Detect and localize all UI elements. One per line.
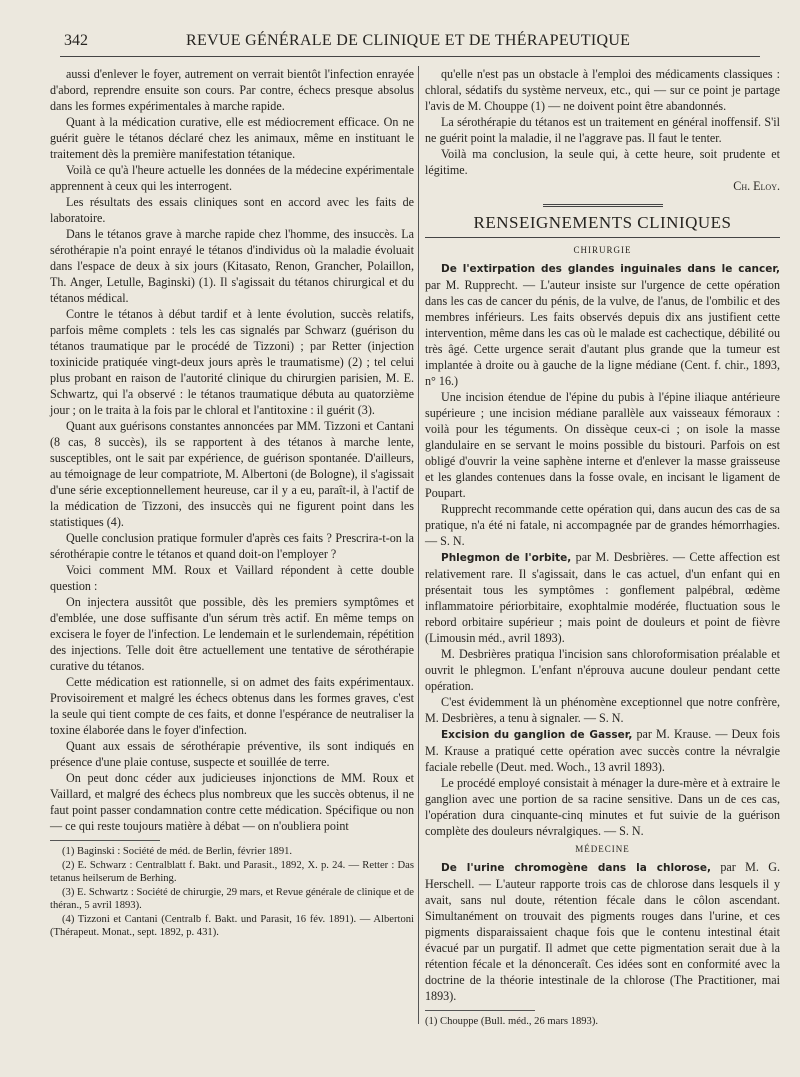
footnote-rule [425,1010,535,1011]
paragraph: Quant aux essais de sérothérapie préventive, ils sont indiqués en présence d'une plaie contuse, suspecte et souillée de terre. [50,739,414,769]
article-text: Le procédé employé consistait à ménager la dure-mère et à extraire le ganglion avec une portion de sa racine sensitive. Dans un de ces cas, l'opération dura cinquante-cinq minutes et fut suivie de la guérison complète des douleurs névralgiques. — S. N. [425,776,780,838]
paragraph: Les résultats des essais cliniques sont en accord avec les faits de laboratoire. [50,195,414,225]
left-body-text [50,66,414,834]
paragraph: Quant aux guérisons constantes annoncées par MM. Tizzoni et Cantani (8 cas, 8 succès), ils se rapportent à des tétanos à marche lente, susceptibles, ont le sait par expérience, de guérison spontanée. D'ailleurs, au témoignage de leur compatriote, M. Albertoni (de Bologne), il s'agissait d'une série exceptionnellement heureuse, car il y a eu, paraît-il, à l'actif de la médication de Tizzoni, des insuccès qui ne figurent point dans les statistiques (4). [50,419,414,529]
article-text: par M. Rupprecht. — L'auteur insiste sur l'urgence de cette opération dans les cas de cancer du pénis, de la vulve, de l'anus, de l'ombilic et des membres inférieurs. Les faits observés depuis dix ans justifient cette intervention, même dans les cas où le malade est cachectique, débilité ou très âgé. Cette urgence serait d'autant plus grande que la tumeur est implantée à droite ou à gauche de la ligne médiane (Cent. f. chir., 1893, n° 16.) [425,278,780,388]
article-paragraph [425,549,780,646]
paragraph: On peut donc céder aux judicieuses injonctions de MM. Roux et Vaillard, et malgré des échecs plus nombreux que les succès obtenus, il ne faut point passer condamnation contre cette médication. Spécifique ou non — ce qui reste toujours matière à débat — on n'oubliera point [50,771,414,833]
paragraph: On injectera aussitôt que possible, dès les premiers symptômes et d'emblée, une dose suffisante d'un sérum très actif. En même temps on excisera le foyer de l'infection. Le lendemain et le surlendemain, répétition des injections. Telle doit être actuellement une tentative de sérothérapie curative du tétanos. [50,595,414,673]
article-text: Rupprecht recommande cette opération qui, dans aucun des cas de sa pratique, n'a été ni fatale, ni accompagnée par de grandes hémorrhagies. — S. N. [425,502,780,548]
article-paragraph [425,694,780,726]
footnote: (1) Baginski : Société de méd. de Berlin, février 1891. [62,846,293,857]
paragraph: Voici comment MM. Roux et Vaillard répondent à cette double question : [50,563,414,593]
section-rule [425,237,780,238]
left-column [50,66,414,940]
article-paragraph [425,389,780,501]
right-column [425,66,780,1029]
paragraph: Quelle conclusion pratique formuler d'après ces faits ? Prescrira-t-on la sérothérapie contre le tétanos et quand doit-on l'employer ? [50,531,414,561]
footnote-rule [50,840,160,841]
article-paragraph [425,859,780,1004]
article-text: par M. Krause. — Deux fois M. Krause a pratiqué cette opération avec succès contre la névralgie faciale rebelle (Deut. med. Woch., 13 avril 1893). [425,727,780,774]
article-text: Une incision étendue de l'épine du pubis à l'épine iliaque antérieure supérieure ; une incision médiane parallèle aux vaisseaux fémoraux : voilà pour les téguments. On dissèque ceux-ci ; on isole la masse glandulaire en se servant le moins possible du bistouri. Parfois on est obligé d'ouvrir la veine saphène interne et d'enlever la masse graisseuse et les glandes contenues dans la fosse ovale, en incisant le ligament de Poupart. [425,390,780,500]
article-text: M. Desbrières pratiqua l'incision sans chloroformisation préalable et ouvrit le phlegmon. L'enfant n'éprouva aucune douleur pendant cette opération. [425,647,780,693]
right-body-text [425,66,780,178]
subsection-chirurgie: CHIRURGIE [573,245,632,255]
footnote: (2) E. Schwarz : Centralblatt f. Bakt. und Parasit., 1892, X. p. 24. — Retter : Das tetanus heilserum de Berhing. [50,859,414,884]
subsection-medecine: MÉDECINE [575,844,630,854]
footnote: (4) Tizzoni et Cantani (Centralb f. Bakt. und Parasit, 16 fév. 1891). — Albertoni (Thérapeut. Monat., sept. 1892, p. 431). [50,913,414,938]
paragraph: qu'elle n'est pas un obstacle à l'emploi des médicaments classiques : chloral, sédatifs du système nerveux, etc., qui — sur ce point je partage l'avis de M. Chouppe (1) — ne doivent point être abandonnés. [425,67,780,113]
paragraph: Dans le tétanos grave à marche rapide chez l'homme, des insuccès. La sérothérapie n'a point enrayé le tétanos d'individus où la maladie évoluait dans l'espace de deux à six jours (Kitasato, Renon, Grancher, Polaillon, Th. Anger, Letulle, Baginski) (1). Il s'agissait du tétanos chirurgical et du tétanos médical. [50,227,414,305]
section-double-rule [543,204,663,207]
right-footnote: (1) Chouppe (Bull. méd., 26 mars 1893). [425,1016,599,1027]
article-paragraph [425,775,780,839]
chirurgie-articles [425,260,780,839]
medecine-articles [425,859,780,1004]
left-footnotes [50,845,414,940]
paragraph: La sérothérapie du tétanos est un traitement en général inoffensif. S'il ne guérit point la maladie, il ne l'aggrave pas. Il faut le tenter. [425,115,780,145]
article-heading: Phlegmon de l'orbite, [441,552,572,564]
paragraph: Voilà ce qu'à l'heure actuelle les données de la médecine expérimentale apprennent à ceux qui les interrogent. [50,163,414,193]
article-heading: De l'urine chromogène dans la chlorose, [441,862,712,874]
author-signature: Ch. Eloy. [733,179,780,193]
running-header [60,28,760,57]
article-paragraph [425,646,780,694]
paragraph: Voilà ma conclusion, la seule qui, à cette heure, soit prudente et légitime. [425,147,780,177]
article-paragraph [425,501,780,549]
running-title: REVUE GÉNÉRALE DE CLINIQUE ET DE THÉRAPEUTIQUE [186,32,631,49]
article-text: par M. Desbrières. — Cette affection est relativement rare. Il s'agissait, dans le cas actuel, d'un enfant qui en présentait tous les symptômes : gonflement palpébral, œdème inflammatoire périorbitaire, exophtalmie modérée, fluctuation sous le rebord orbitaire supérieur ; mais point de douleurs et point de fièvre (Limousin méd., avril 1893). [425,550,781,645]
paragraph: aussi d'enlever le foyer, autrement on verrait bientôt l'infection enrayée d'abord, reprendre ensuite son cours. Par contre, échecs presque absolus dans les formes expérimentales à marche rapide. [50,67,414,113]
footnote: (3) E. Schwartz : Société de chirurgie, 29 mars, et Revue générale de clinique et de théran., 5 avril 1893). [50,886,414,911]
paragraph: Quant à la médication curative, elle est médiocrement efficace. On ne guérit guère le tétanos déclaré chez les animaux, même en instituant le traitement dès la première manifestation tétanique. [50,115,414,161]
paragraph: Contre le tétanos à début tardif et à lente évolution, succès relatifs, parfois même complets : tels les cas signalés par Schwarz (guérison du tétanos traumatique par le procédé de Tizzoni) ; par Retter (injection toxinicide pratiquée vingt-deux jours après le traumatisme) (2) ; tel celui plus probant en raison de l'autorité clinique du chirurgien parisien, M. E. Schwartz, qui l'a observé : le tétanos traumatique débuta au quatorzième jour ; on le traita à la fois par le chloral et l'antitoxine : il guérit (3). [50,307,414,417]
article-text: C'est évidemment là un phénomène exceptionnel que notre confrère, M. Desbrières, a tenu à signaler. — S. N. [425,695,780,725]
article-heading: De l'extirpation des glandes inguinales dans le cancer, [441,263,780,275]
article-paragraph [425,726,780,775]
page-number: 342 [64,32,88,49]
column-divider [418,66,419,1024]
article-text: par M. G. Herschell. — L'auteur rapporte trois cas de chlorose dans lesquels il y avait, sans nul doute, rétention fécale dans le côlon ascendant. Simultanément on trouvait des pigments rouges dans l'urine, et ces pigments disparaissaient chaque fois que le contenu intestinal était évacué par un purgatif. Il admet que cette pigmentation serait due à la rétention fécale et la dénonceraît. Ces idées sont en conformité avec la doctrine de la théorie intestinale de la chlorose (The Practitioner, mai 1893). [425,860,780,1003]
article-paragraph [425,260,780,389]
section-title: RENSEIGNEMENTS CLINIQUES [473,213,732,232]
paragraph: Cette médication est rationnelle, si on admet des faits expérimentaux. Provisoirement et malgré les échecs obtenus dans les formes graves, c'est la seule qui tient compte de ces faits, et donne l'espérance de neutraliser la toxine élaborée dans le foyer d'infection. [50,675,414,737]
article-heading: Excision du ganglion de Gasser, [441,729,633,741]
